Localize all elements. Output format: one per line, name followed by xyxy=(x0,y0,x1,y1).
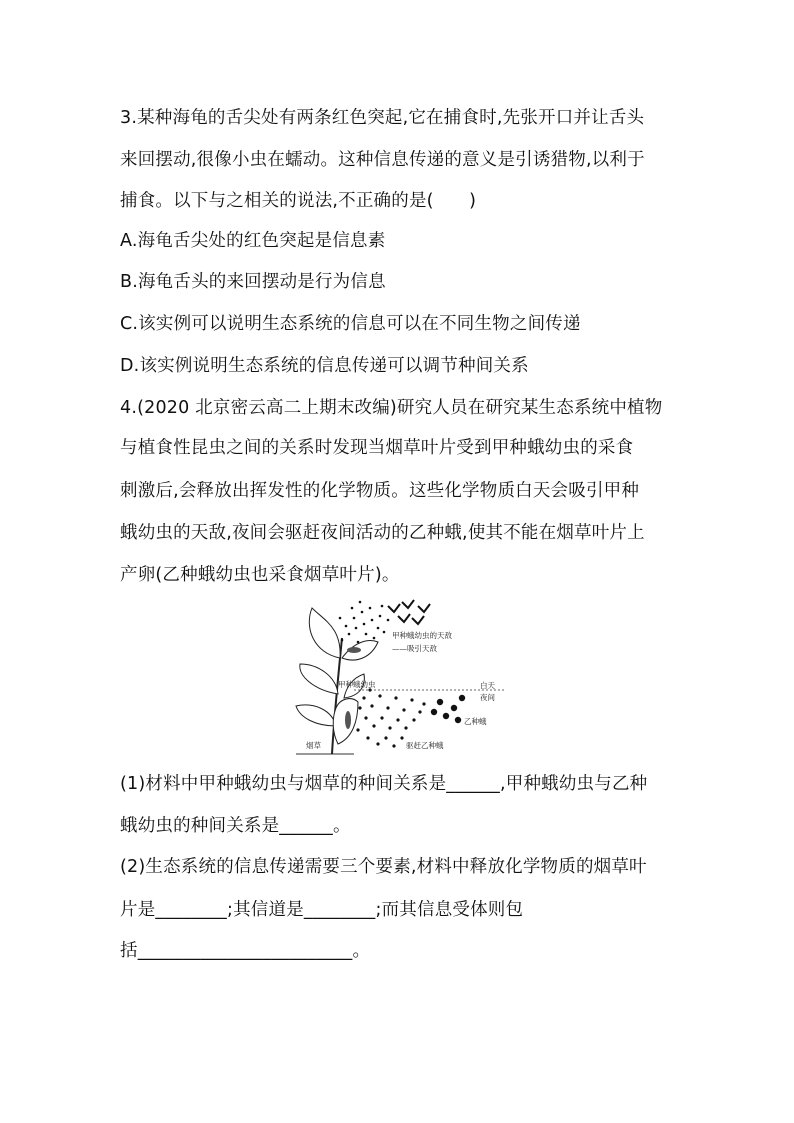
q4-sub2-line-1: (2)生态系统的信息传递需要三个要素,材料中释放化学物质的烟草叶 xyxy=(120,857,647,877)
label-attract: ——吸引天敌 xyxy=(392,644,437,653)
moth-b-icons xyxy=(431,695,465,723)
label-larva: 甲种蛾幼虫 xyxy=(338,680,376,689)
q4-stem-line-1: 4.(2020 北京密云高二上期末改编)研究人员在研究某生态系统中植物 xyxy=(120,398,663,418)
larva-mark-1 xyxy=(347,647,361,653)
q4-sub1-line-1: (1)材料中甲种蛾幼虫与烟草的种间关系是______,甲种蛾幼虫与乙种 xyxy=(120,774,648,794)
label-tobacco: 烟草 xyxy=(306,741,321,750)
q4-sub2-line-2: 片是________;其信道是________;而其信息受体则包 xyxy=(120,900,524,920)
q4-stem-line-4: 蛾幼虫的天敌,夜间会驱赶夜间活动的乙种蛾,使其不能在烟草叶片上 xyxy=(120,523,645,543)
q3-stem-line-2: 来回摆动,很像小虫在蠕动。这种信息传递的意义是引诱猎物,以利于 xyxy=(120,150,645,170)
chemical-dots-day xyxy=(339,601,390,644)
q3-option-c: C.该实例可以说明生态系统的信息可以在不同生物之间传递 xyxy=(120,314,581,334)
tobacco-moth-figure xyxy=(294,598,516,760)
q4-sub1-line-2: 蛾幼虫的种间关系是______。 xyxy=(120,816,351,836)
label-enemy: 甲种蛾幼虫的天敌 xyxy=(392,631,452,640)
label-moth-b: 乙种蛾 xyxy=(464,717,487,726)
q3-option-d: D.该实例说明生态系统的信息传递可以调节种间关系 xyxy=(120,356,529,376)
label-day: 白天 xyxy=(480,681,495,690)
q3-stem-line-1: 3.某种海龟的舌尖处有两条红色突起,它在捕食时,先张开口并让舌头 xyxy=(120,108,645,128)
larva-mark-2 xyxy=(345,711,351,729)
q4-stem-line-2: 与植食性昆虫之间的关系时发现当烟草叶片受到甲种蛾幼虫的采食 xyxy=(120,438,634,458)
label-night: 夜间 xyxy=(480,693,495,702)
predator-icons xyxy=(388,600,430,624)
q3-option-a: A.海龟舌尖处的红色突起是信息素 xyxy=(120,231,386,251)
q3-stem-line-3: 捕食。以下与之相关的说法,不正确的是( ) xyxy=(120,191,477,211)
leaf-mid-left xyxy=(300,664,338,694)
leaf-top-left xyxy=(309,608,340,658)
q4-stem-line-3: 刺激后,会释放出挥发性的化学物质。这些化学物质白天会吸引甲种 xyxy=(120,481,640,501)
q3-option-b: B.海龟舌头的来回摆动是行为信息 xyxy=(120,272,386,292)
leaf-low-left xyxy=(296,705,336,726)
q4-stem-line-5: 产卵(乙种蛾幼虫也采食烟草叶片)。 xyxy=(120,565,400,585)
label-repel: 驱赶乙种蛾 xyxy=(406,741,444,750)
q4-sub2-line-3: 括________________________。 xyxy=(120,941,371,961)
chemical-dots-night xyxy=(356,688,425,747)
